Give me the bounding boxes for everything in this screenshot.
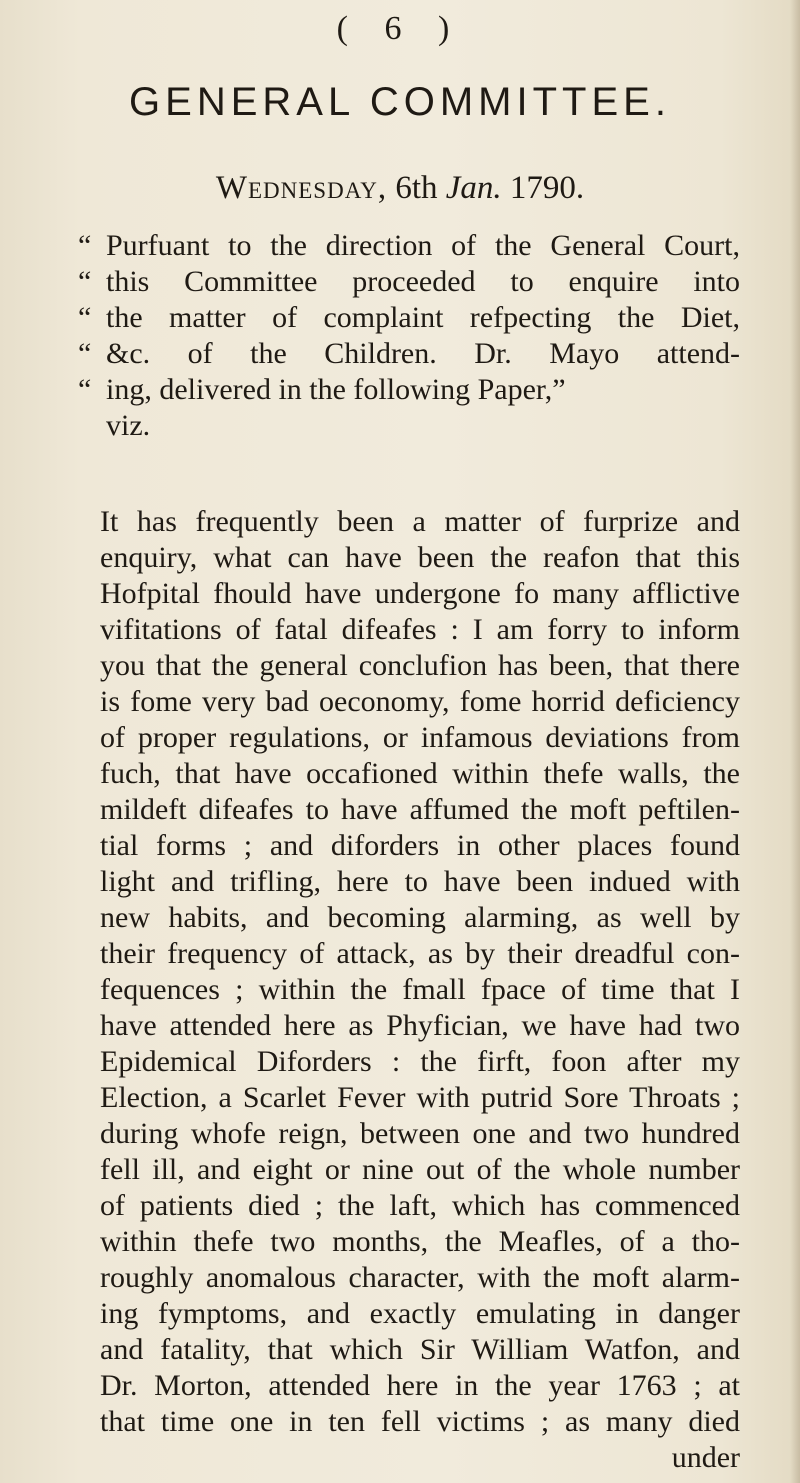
quote-line — [78, 264, 740, 300]
body-paragraph — [100, 504, 740, 1476]
dateline-year: 1790. — [509, 170, 585, 206]
dateline-day: 6th — [395, 170, 438, 206]
quote-mark: “ — [78, 301, 92, 334]
text-line: is fome very bad oeconomy, fome horrid deficiency — [100, 685, 740, 718]
text-line: mildeft difeafes to have affumed the moft peftilen- — [100, 793, 740, 826]
text-line: enquiry, what can have been the reafon that this — [100, 541, 740, 574]
section-heading: GENERAL COMMITTEE. — [129, 80, 671, 124]
text-line: ing fymptoms, and exactly emulating in danger — [100, 1297, 740, 1330]
text-line: their frequency of attack, as by their dreadful con- — [100, 937, 740, 970]
quote-line — [78, 336, 740, 372]
dateline-weekday: Wednesday, — [215, 170, 388, 206]
text-line: fuch, that have occafioned within thefe walls, the — [100, 757, 740, 790]
quote-mark: “ — [78, 265, 92, 298]
page-number: ( 6 ) — [336, 10, 464, 47]
text-line: Epidemical Diforders : the firft, foon after my — [100, 1045, 740, 1078]
quote-line-text: &c. of the Children. Dr. Mayo attend- — [106, 337, 740, 370]
quote-line — [78, 228, 740, 264]
text-line: Election, a Scarlet Fever with putrid Sore Throats ; — [100, 1081, 740, 1114]
text-line: Dr. Morton, attended here in the year 1763 ; at — [100, 1369, 740, 1402]
dateline — [0, 170, 800, 207]
text-line: within thefe two months, the Meafles, of a tho- — [100, 1225, 740, 1258]
text-line: fequences ; within the fmall fpace of time that I — [100, 973, 740, 1006]
quote-line — [78, 300, 740, 336]
page-edge-shadow — [790, 0, 800, 1483]
text-line: during whofe reign, between one and two hundred — [100, 1117, 740, 1150]
quote-line-text: this Committee proceeded to enquire into — [106, 265, 740, 298]
quoted-resolution — [78, 228, 740, 444]
text-line: fell ill, and eight or nine out of the whole number — [100, 1153, 740, 1186]
text-line: that time one in ten fell victims ; as many died — [100, 1405, 740, 1438]
text-line: you that the general conclufion has been, that there — [100, 649, 740, 682]
text-line: It has frequently been a matter of furprize and — [100, 505, 740, 538]
quote-line — [78, 372, 740, 408]
dateline-month: Jan. — [445, 170, 502, 206]
quote-line-text: viz. — [106, 409, 151, 442]
quote-mark: “ — [78, 373, 92, 406]
text-line: new habits, and becoming alarming, as well by — [100, 901, 740, 934]
catchword: under — [671, 1441, 740, 1474]
quote-line-text: the matter of complaint refpecting the Diet, — [106, 301, 740, 334]
text-line: vifitations of fatal difeafes : I am forry to inform — [100, 613, 740, 646]
quote-line-text: ing, delivered in the following Paper,” — [106, 373, 566, 406]
text-line: and fatality, that which Sir William Watfon, and — [100, 1333, 740, 1366]
quote-line-text: Purfuant to the direction of the General Court, — [106, 229, 740, 262]
text-line: light and trifling, here to have been indued with — [100, 865, 740, 898]
text-line: of patients died ; the laft, which has commenced — [100, 1189, 740, 1222]
text-line: tial forms ; and diforders in other places found — [100, 829, 740, 862]
quote-mark: “ — [78, 337, 92, 370]
text-line: Hofpital fhould have undergone fo many afflictive — [100, 577, 740, 610]
quote-mark: “ — [78, 229, 92, 262]
quote-line — [100, 408, 740, 444]
text-line: have attended here as Phyfician, we have had two — [100, 1009, 740, 1042]
text-line: of proper regulations, or infamous deviations from — [100, 721, 740, 754]
text-line: roughly anomalous character, with the moft alarm- — [100, 1261, 740, 1294]
